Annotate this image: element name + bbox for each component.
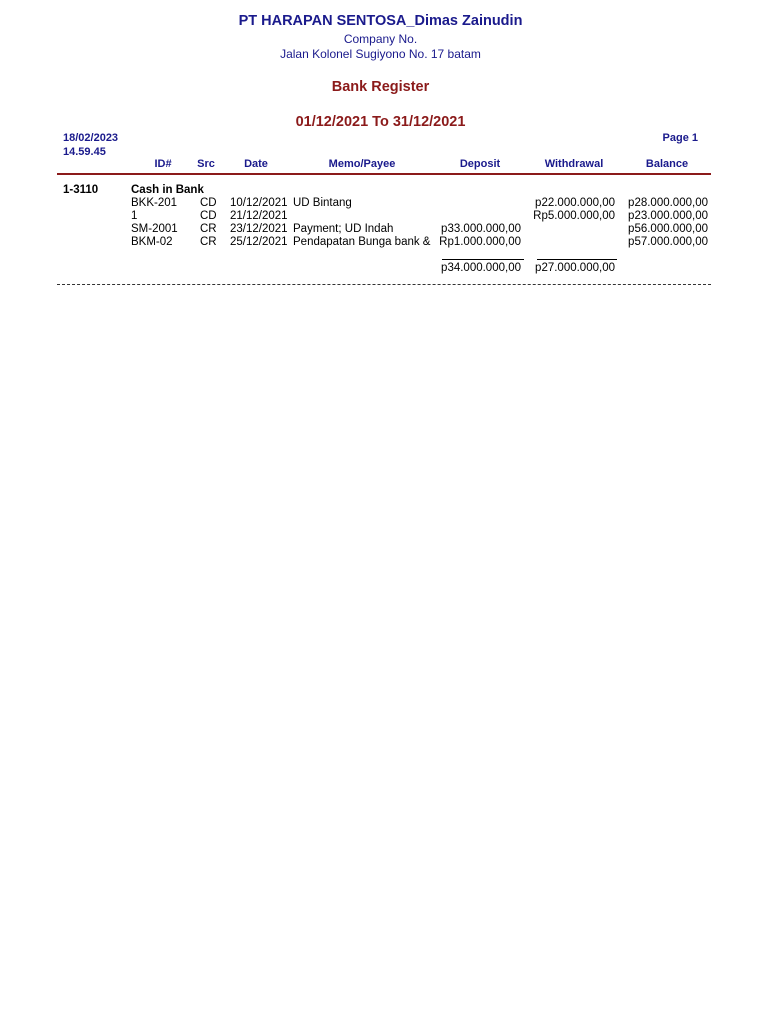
row-deposit: Rp1.000.000,00 (439, 236, 521, 248)
report-period: 01/12/2021 To 31/12/2021 (295, 114, 466, 130)
row-date: 21/12/2021 (230, 210, 288, 222)
row-date: 23/12/2021 (230, 223, 288, 235)
account-number: 1-3110 (63, 184, 99, 196)
deposit-total: p34.000.000,00 (441, 262, 521, 274)
row-date: 25/12/2021 (230, 236, 288, 248)
page-number: Page 1 (662, 132, 698, 144)
row-deposit: p33.000.000,00 (441, 223, 521, 235)
row-withdrawal: Rp5.000.000,00 (533, 210, 615, 222)
withdrawal-total: p27.000.000,00 (535, 262, 615, 274)
row-balance: p23.000.000,00 (628, 210, 708, 222)
row-memo: Payment; UD Indah (293, 223, 394, 235)
company-name: PT HARAPAN SENTOSA_Dimas Zainudin (238, 13, 523, 29)
account-name: Cash in Bank (131, 184, 204, 196)
column-header-src: Src (197, 158, 215, 170)
row-memo: Pendapatan Bunga bank & (293, 236, 431, 248)
row-balance: p56.000.000,00 (628, 223, 708, 235)
column-header-date: Date (244, 158, 268, 170)
column-header-memo: Memo/Payee (328, 158, 396, 170)
row-id: BKK-201 (131, 197, 178, 209)
print-date: 18/02/2023 (63, 132, 119, 144)
company-number: Company No. (343, 32, 418, 46)
row-balance: p57.000.000,00 (628, 236, 708, 248)
row-memo: UD Bintang (293, 197, 352, 209)
column-header-balance: Balance (645, 158, 689, 170)
deposit-total-rule (442, 259, 524, 260)
row-balance: p28.000.000,00 (628, 197, 708, 209)
row-src: CD (200, 210, 217, 222)
report-title: Bank Register (331, 79, 430, 95)
row-id: BKM-02 (131, 236, 173, 248)
row-src: CR (200, 236, 217, 248)
report-end-divider (57, 284, 711, 285)
header-divider (57, 173, 711, 175)
column-header-deposit: Deposit (459, 158, 501, 170)
company-address: Jalan Kolonel Sugiyono No. 17 batam (280, 47, 481, 61)
column-header-withdrawal: Withdrawal (544, 158, 604, 170)
row-src: CR (200, 223, 217, 235)
print-time: 14.59.45 (63, 146, 106, 158)
row-withdrawal: p22.000.000,00 (535, 197, 615, 209)
withdrawal-total-rule (537, 259, 617, 260)
row-src: CD (200, 197, 217, 209)
column-header-id: ID# (154, 158, 172, 170)
row-date: 10/12/2021 (230, 197, 288, 209)
row-id: SM-2001 (131, 223, 178, 235)
row-id: 1 (131, 210, 138, 222)
